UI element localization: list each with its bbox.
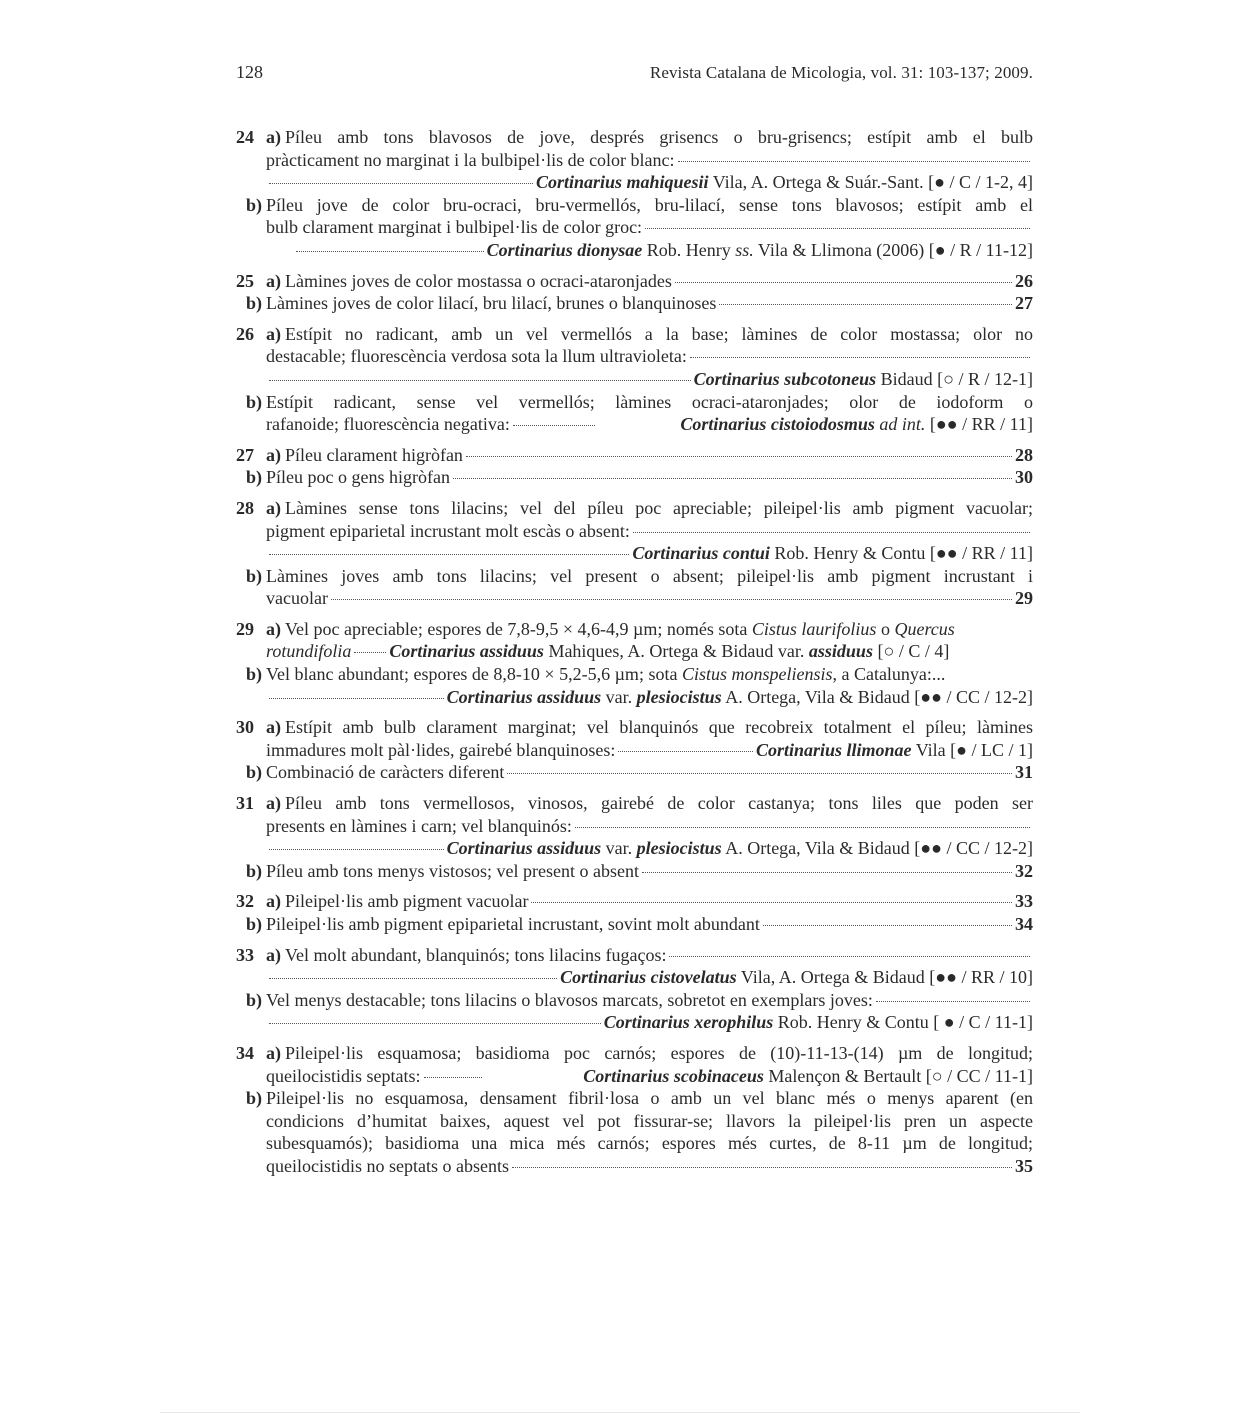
leader-dots bbox=[645, 228, 1030, 229]
taxon-authority: Rob. Henry & Contu [●● / RR / 11] bbox=[774, 543, 1033, 564]
taxon-authority: [●● / RR / 11] bbox=[929, 414, 1033, 435]
taxon-authority: Bidaud [○ / R / 12-1] bbox=[880, 368, 1033, 389]
leader-dots bbox=[453, 478, 1012, 479]
lead-text: Pileipel·lis amb pigment vacuolar bbox=[285, 891, 529, 912]
leader-dots bbox=[269, 380, 691, 381]
lead-b-label: b) bbox=[246, 194, 263, 215]
leader-dots bbox=[269, 698, 444, 699]
lead-b-label: b) bbox=[246, 565, 263, 586]
lead-b-label: b) bbox=[246, 391, 263, 412]
lead-a-label: a) bbox=[266, 497, 281, 518]
couplet-number: 27 bbox=[236, 444, 254, 465]
goto-number: 34 bbox=[1015, 914, 1033, 934]
couplet-32 bbox=[236, 890, 1033, 935]
leader-dots bbox=[642, 872, 1012, 873]
lead-text: Combinació de caràcters diferent bbox=[266, 762, 505, 783]
conjunction: o bbox=[880, 618, 890, 639]
variety-name: plesiocistus bbox=[636, 686, 722, 707]
leader-dots bbox=[678, 161, 1030, 162]
leader-dots bbox=[575, 827, 1030, 828]
lead-a-label: a) bbox=[266, 270, 281, 291]
lead-b-label: b) bbox=[246, 989, 263, 1010]
lead-text: immadures molt pàl·lides, gairebé blanquinoses: bbox=[266, 739, 616, 760]
goto-number: 28 bbox=[1015, 444, 1033, 465]
taxon-authority: A. Ortega, Vila & Bidaud [●● / CC / 12-2] bbox=[725, 686, 1033, 707]
taxon-name: Cortinarius cistoiodosmus bbox=[680, 414, 875, 435]
lead-text: , a Catalunya:... bbox=[832, 664, 946, 685]
goto-number: 26 bbox=[1015, 270, 1033, 291]
lead-b-label: b) bbox=[246, 664, 263, 685]
couplet-25 bbox=[236, 270, 1033, 315]
lead-text: Píleu jove de color bru-ocraci, bru-vermellós, bru-lilací, sense tons blavosos; estípit amb el bbox=[266, 194, 1033, 215]
goto-number: 30 bbox=[1015, 467, 1033, 488]
couplet-number: 34 bbox=[236, 1042, 254, 1063]
leader-dots bbox=[633, 532, 1030, 533]
lead-text: Vel molt abundant, blanquinós; tons lilacins fugaços: bbox=[285, 944, 667, 965]
leader-dots bbox=[269, 183, 533, 184]
leader-dots bbox=[763, 925, 1012, 926]
lead-text: Vel blanc abundant; espores de 8,8-10 × 5,2-5,6 µm; sota bbox=[266, 664, 678, 685]
lead-text: vacuolar bbox=[266, 588, 328, 609]
page-number: 128 bbox=[236, 62, 263, 82]
leader-dots bbox=[513, 425, 595, 426]
leader-dots bbox=[512, 1167, 1012, 1168]
lead-text: Estípit no radicant, amb un vel vermellós a la base; làmines de color mostassa; olor no bbox=[285, 323, 1033, 344]
lead-text: Pileipel·lis esquamosa; basidioma poc carnós; espores de (10)-11-13-(14) µm de longitud; bbox=[285, 1042, 1033, 1063]
couplet-31 bbox=[236, 792, 1033, 882]
journal-citation: Revista Catalana de Micologia, vol. 31: 103-137; 2009. bbox=[649, 63, 1033, 82]
couplet-number: 33 bbox=[236, 944, 254, 965]
lead-text: pigment epiparietal incrustant molt escàs o absent: bbox=[266, 520, 630, 541]
host-plant: Cistus monspeliensis bbox=[681, 664, 833, 685]
lead-text: bulb clarament marginat i bulbipel·lis de color groc: bbox=[266, 217, 643, 238]
lead-a-label: a) bbox=[266, 1042, 281, 1063]
lead-text: Làmines joves de color lilací, bru lilací, brunes o blanquinoses bbox=[266, 293, 717, 314]
taxon-name: Cortinarius subcotoneus bbox=[693, 368, 877, 389]
lead-text: Vel poc apreciable; espores de 7,8-9,5 × 4,6-4,9 µm; només sota bbox=[285, 618, 748, 639]
leader-dots bbox=[296, 251, 484, 252]
taxon-authority: Vila, A. Ortega & Bidaud [●● / RR / 10] bbox=[740, 967, 1033, 988]
taxon-name: Cortinarius dionysae bbox=[486, 239, 643, 260]
lead-text: queilocistidis septats: bbox=[266, 1065, 421, 1086]
leader-dots bbox=[531, 902, 1012, 903]
leader-dots bbox=[269, 978, 557, 979]
lead-text: Làmines joves de color mostassa o ocraci-ataronjades bbox=[285, 270, 672, 291]
lead-b-label: b) bbox=[246, 914, 263, 934]
leader-dots bbox=[269, 554, 629, 555]
taxon-name: Cortinarius contui bbox=[632, 543, 770, 564]
lead-text: condicions d’humitat baixes, aquest vel pot fissurar-se; llavors la pileipel·lis pren un aspecte bbox=[266, 1110, 1033, 1131]
lead-b-label: b) bbox=[246, 762, 263, 783]
lead-a-label: a) bbox=[266, 444, 281, 465]
taxon-name: Cortinarius assiduus bbox=[389, 641, 544, 662]
sensu-stricto: ss. bbox=[735, 239, 754, 260]
taxon-authority: Rob. Henry & Contu [ ● / C / 11-1] bbox=[777, 1012, 1033, 1033]
couplet-number: 26 bbox=[236, 323, 254, 344]
couplet-34 bbox=[236, 1042, 1033, 1178]
lead-text: Píleu amb tons menys vistosos; vel present o absent bbox=[266, 860, 639, 881]
couplet-28 bbox=[236, 497, 1033, 610]
goto-number: 31 bbox=[1015, 762, 1033, 783]
lead-a-label: a) bbox=[266, 944, 281, 965]
lead-text: Pileipel·lis amb pigment epiparietal incrustant, sovint molt abundant bbox=[266, 914, 760, 934]
lead-b-label: b) bbox=[246, 1088, 263, 1109]
lead-text: queilocistidis no septats o absents bbox=[266, 1155, 509, 1176]
lead-text: Estípit amb bulb clarament marginat; vel blanquinós que recobreix totalment el píleu; làmines bbox=[285, 717, 1033, 738]
lead-b-label: b) bbox=[246, 467, 263, 488]
lead-text: Pileipel·lis no esquamosa, densament fibril·losa o amb un vel blanc més o menys aparent (en bbox=[266, 1088, 1033, 1109]
taxon-name: Cortinarius mahiquesii bbox=[535, 172, 709, 193]
lead-text: presents en làmines i carn; vel blanquinós: bbox=[266, 815, 572, 836]
taxon-authority: Mahiques, A. Ortega & Bidaud var. bbox=[548, 641, 805, 662]
taxon-name: Cortinarius scobinaceus bbox=[583, 1065, 764, 1086]
leader-dots bbox=[354, 652, 386, 653]
couplet-number: 25 bbox=[236, 270, 254, 291]
lead-text: pràcticament no marginat i la bulbipel·lis de color blanc: bbox=[266, 149, 675, 170]
page-bottom-rule bbox=[160, 1412, 1080, 1413]
leader-dots bbox=[466, 456, 1012, 457]
lead-text: Píleu amb tons vermellosos, vinosos, gairebé de color castanya; tons liles que poden ser bbox=[285, 793, 1033, 814]
lead-text: subesquamós); basidioma una mica més carnós; espores més curtes, de 8-11 µm de longitud; bbox=[266, 1133, 1033, 1154]
couplet-number: 24 bbox=[236, 127, 254, 147]
leader-dots bbox=[507, 773, 1012, 774]
taxon-authority: Malençon & Bertault [○ / CC / 11-1] bbox=[768, 1065, 1033, 1086]
host-plant: Cistus laurifolius bbox=[751, 618, 877, 639]
lead-text: Píleu amb tons blavosos de jove, després grisencs o bru-grisencs; estípit amb el bulb bbox=[285, 127, 1033, 147]
leader-dots bbox=[876, 1001, 1030, 1002]
lead-b-label: b) bbox=[246, 293, 263, 314]
couplet-number: 28 bbox=[236, 497, 254, 518]
couplet-26 bbox=[236, 323, 1033, 436]
couplet-24 bbox=[236, 126, 1033, 262]
leader-dots bbox=[719, 304, 1012, 305]
page-header bbox=[236, 62, 1033, 83]
taxon-authority: Vila [● / LC / 1] bbox=[915, 739, 1033, 760]
taxon-name: Cortinarius assiduus bbox=[446, 838, 602, 859]
leader-dots bbox=[690, 357, 1030, 358]
taxon-name: Cortinarius cistovelatus bbox=[560, 967, 737, 988]
goto-number: 35 bbox=[1015, 1155, 1033, 1176]
leader-dots bbox=[269, 849, 444, 850]
var-label: var. bbox=[605, 686, 633, 707]
taxon-authority: Rob. Henry bbox=[646, 239, 731, 260]
leader-dots bbox=[331, 599, 1012, 600]
variety-name: assiduus bbox=[808, 641, 873, 662]
leader-dots bbox=[618, 751, 753, 752]
couplet-33 bbox=[236, 944, 1033, 1034]
lead-text: Làmines sense tons lilacins; vel del píleu poc apreciable; pileipel·lis amb pigment vacuolar; bbox=[285, 497, 1033, 518]
taxon-name: Cortinarius assiduus bbox=[446, 686, 602, 707]
lead-text: rafanoide; fluorescència negativa: bbox=[266, 414, 510, 435]
lead-b-label: b) bbox=[246, 860, 263, 881]
lead-a-label: a) bbox=[266, 618, 281, 639]
lead-a-label: a) bbox=[266, 891, 281, 912]
leader-dots bbox=[669, 956, 1030, 957]
taxon-authority: Vila & Llimona (2006) [● / R / 11-12] bbox=[757, 239, 1033, 260]
lead-text: Píleu poc o gens higròfan bbox=[266, 467, 450, 488]
goto-number: 27 bbox=[1015, 293, 1033, 314]
taxon-authority: Vila, A. Ortega & Suár.-Sant. [● / C / 1-2, 4] bbox=[712, 172, 1033, 193]
lead-text: Vel menys destacable; tons lilacins o blavosos marcats, sobretot en exemplars joves: bbox=[266, 989, 873, 1010]
leader-dots bbox=[269, 1023, 601, 1024]
lead-a-label: a) bbox=[266, 323, 281, 344]
couplet-number: 29 bbox=[236, 618, 254, 639]
lead-text: Làmines joves amb tons lilacins; vel present o absent; pileipel·lis amb pigment incrustant i bbox=[266, 565, 1033, 586]
host-plant: Quercus bbox=[894, 618, 955, 639]
couplet-29 bbox=[236, 618, 1033, 708]
goto-number: 33 bbox=[1015, 891, 1033, 912]
goto-number: 29 bbox=[1015, 588, 1033, 609]
couplet-number: 30 bbox=[236, 717, 254, 738]
host-plant: rotundifolia bbox=[266, 641, 352, 662]
lead-text: destacable; fluorescència verdosa sota la llum ultravioleta: bbox=[266, 346, 687, 367]
variety-name: plesiocistus bbox=[636, 838, 722, 859]
lead-text: Píleu clarament higròfan bbox=[285, 444, 463, 465]
taxon-name: Cortinarius xerophilus bbox=[603, 1012, 774, 1033]
leader-dots bbox=[424, 1077, 482, 1078]
couplet-30 bbox=[236, 716, 1033, 784]
couplet-number: 32 bbox=[236, 891, 254, 912]
goto-number: 32 bbox=[1015, 860, 1033, 881]
couplet-27 bbox=[236, 444, 1033, 489]
taxon-authority: A. Ortega, Vila & Bidaud [●● / CC / 12-2] bbox=[725, 838, 1033, 859]
identification-key bbox=[236, 126, 1033, 1186]
taxon-authority: [○ / C / 4] bbox=[877, 641, 950, 662]
leader-dots bbox=[675, 282, 1012, 283]
lead-a-label: a) bbox=[266, 793, 281, 814]
taxon-name: Cortinarius llimonae bbox=[755, 739, 912, 760]
lead-text: Estípit radicant, sense vel vermellós; làmines ocraci-ataronjades; olor de iodoform o bbox=[266, 391, 1033, 412]
lead-a-label: a) bbox=[266, 717, 281, 738]
lead-a-label: a) bbox=[266, 127, 281, 147]
couplet-number: 31 bbox=[236, 793, 254, 814]
var-label: var. bbox=[605, 838, 633, 859]
ad-interim: ad int. bbox=[879, 414, 926, 435]
